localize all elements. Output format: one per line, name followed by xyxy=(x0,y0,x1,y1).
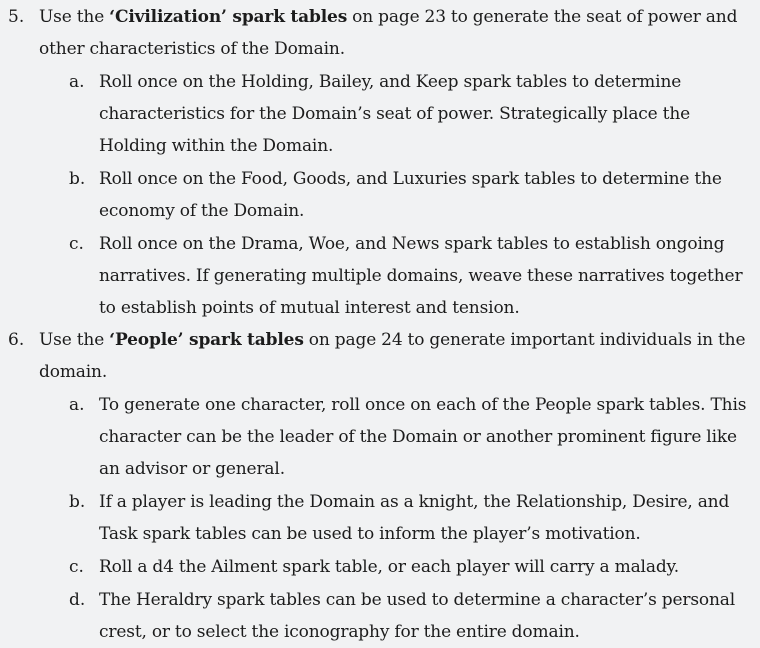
list-letter: b. xyxy=(69,169,86,189)
list-letter: c. xyxy=(69,557,84,577)
text-pre: Use the xyxy=(39,7,110,27)
sub-item-5c xyxy=(0,228,760,324)
sub-item-text: To generate one character, roll once on each of the People spark tables. This character can be the leader of the Domain or another prominent figure like an advisor or general. xyxy=(99,395,747,479)
list-item-5 xyxy=(0,1,760,65)
sub-item-6b xyxy=(0,486,760,550)
list-item-text xyxy=(0,1,760,65)
list-letter: a. xyxy=(69,395,85,415)
text-pre: Use the xyxy=(39,330,110,350)
text-bold: ‘Civilization’ spark tables xyxy=(109,7,348,27)
list-letter: a. xyxy=(69,72,85,92)
sub-item-text: Roll once on the Holding, Bailey, and Keep spark tables to determine characteristics for the Domain’s seat of power. Strategically place the Holding within the Domain. xyxy=(99,72,691,156)
list-item-text xyxy=(0,324,760,388)
text-bold: ‘People’ spark tables xyxy=(109,330,304,350)
sub-item-6a xyxy=(0,389,760,485)
list-number: 6. xyxy=(8,330,25,350)
text-post: on page 23 to generate the seat of power and other characteristics of the Domain. xyxy=(39,7,738,59)
sub-item-text: Roll once on the Food, Goods, and Luxuries spark tables to determine the economy of the Domain. xyxy=(99,169,722,221)
sub-item-text: Roll a d4 the Ailment spark table, or each player will carry a malady. xyxy=(99,557,680,577)
sub-item-5b xyxy=(0,163,760,227)
sub-item-text: Roll once on the Drama, Woe, and News spark tables to establish ongoing narratives. If generating multiple domains, weave these narratives together to establish points of mutual interest and tension. xyxy=(99,234,743,318)
sub-item-text: If a player is leading the Domain as a knight, the Relationship, Desire, and Task spark tables can be used to inform the player’s motivation. xyxy=(99,492,730,544)
list-item-6 xyxy=(0,324,760,388)
sub-item-6c xyxy=(0,551,760,583)
sub-item-text: The Heraldry spark tables can be used to determine a character’s personal crest, or to select the iconography for the entire domain. xyxy=(99,590,736,642)
text-post: on page 24 to generate important individuals in the domain. xyxy=(39,330,746,382)
list-number: 5. xyxy=(8,7,25,27)
list-letter: d. xyxy=(69,590,86,610)
sub-item-6d xyxy=(0,584,760,648)
sub-item-5a xyxy=(0,66,760,162)
list-letter: b. xyxy=(69,492,86,512)
list-letter: c. xyxy=(69,234,84,254)
